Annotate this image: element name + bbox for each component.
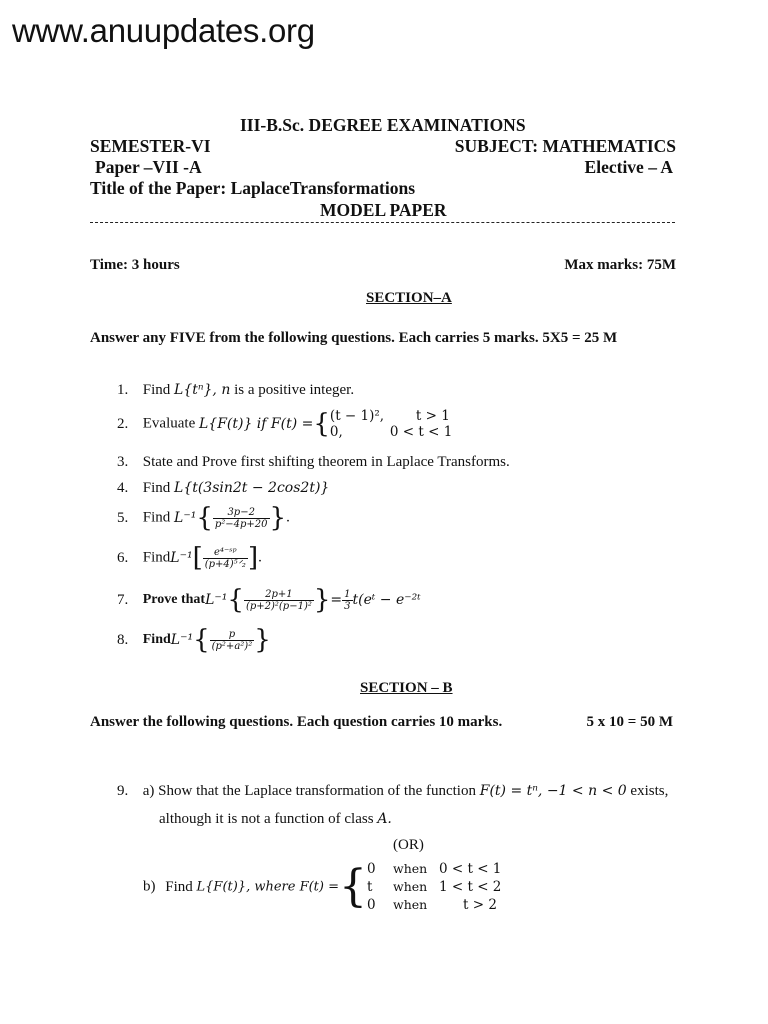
brace-symbol: { [227,585,244,615]
brace-symbol: { [193,625,210,655]
question-text: Evaluate [142,415,196,432]
question-number: 4. [117,480,129,496]
semester-label: SEMESTER-VI [90,136,211,156]
question-number: 8. [117,631,129,648]
piecewise-cases [367,860,501,914]
denominator: 3 [344,600,351,612]
case-value: t [367,879,373,895]
question-text-tail: exists, [626,783,669,799]
question-text: Find [142,549,171,566]
question-text: although it is not a function of class [159,811,374,827]
question-text: Find [165,878,193,895]
question-text: Find [142,382,171,398]
case-value: 0 [367,861,376,877]
question-9b [143,860,501,914]
fraction [210,629,255,652]
exam-title: III-B.Sc. DEGREE EXAMINATIONS [240,115,526,135]
paper-title: Title of the Paper: LaplaceTransformations [90,178,416,198]
question-math: F(t) = tⁿ, −1 < n < 0 [479,783,627,799]
rhs-fraction [342,589,352,612]
part-label: b) [143,878,156,895]
model-paper-label: MODEL PAPER [320,200,447,220]
question-6: 6. FindL⁻¹[ $\frac{\text{e⁴⁻ˢᵖ}}{\text{(p+4)⁵ᐟ₂}}$ ]. [117,543,262,573]
question-text: State and Prove first shifting theorem in Laplace Transforms. [142,454,510,470]
case-value: 0 [367,897,376,913]
question-1 [117,382,354,399]
brace-symbol: { [339,861,367,912]
section-b-marks: 5 x 10 = 50 M [586,714,673,730]
question-math: L⁻¹ [170,550,193,566]
question-3 [117,454,510,471]
question-2 [117,408,452,440]
case-when: when [393,861,428,876]
numerator: 1 [344,588,351,600]
dashed-divider [90,222,675,223]
question-math: L{F(t)} if F(t) = [198,416,314,432]
or-separator: (OR) [393,837,424,853]
question-number: 6. [117,549,129,566]
question-7: 7. Prove thatL⁻¹{ $\frac{2p+1}{\text{(p+2)²(p−1)²}}$ }= $\frac{1}{3}$ t(eᵗ − e⁻²ᵗ [117,585,421,615]
question-number: 9. [117,783,129,799]
brace-symbol: } [269,503,287,533]
bracket-symbol: ] [247,543,259,573]
denominator: (p²+a²)² [211,640,253,652]
case-condition: 1 < t < 2 [439,879,502,895]
question-text: Prove that [142,592,206,607]
website-watermark: www.anuupdates.org [12,12,315,49]
question-number: 5. [117,509,129,526]
elective-label: Elective – A [584,157,673,177]
denominator: (p+2)²(p−1)² [245,600,312,612]
question-math: L{t(3sin2t − 2cos2t)} [174,480,330,496]
question-number: 3. [117,454,129,470]
question-math: L{tⁿ}, n [174,382,231,398]
case-condition: t > 2 [463,897,497,913]
question-4 [117,480,329,497]
question-9a [117,783,668,800]
question-text: Find [142,632,171,647]
question-text: Show that the Laplace transformation of the function [158,783,476,799]
case-value: 0, [329,424,343,440]
question-math: L⁻¹ [170,632,194,648]
case-condition: 0 < t < 1 [389,424,453,440]
fraction [213,507,270,530]
question-math: L{F(t)}, where F(t) = [196,879,339,895]
brace-symbol: { [196,503,213,533]
numerator: 2p+1 [244,589,314,601]
question-text: Find [142,480,171,496]
question-8 [117,627,271,653]
question-text: Find [142,509,171,526]
denominator: (p+4)⁵ᐟ₂ [204,558,246,570]
denominator: p²−4p+20 [214,518,268,530]
section-a-heading: SECTION–A [366,290,452,306]
time-label: Time: 3 hours [90,257,180,273]
fraction [244,589,314,612]
section-b-instructions: Answer the following questions. Each question carries 10 marks. [90,714,503,730]
piecewise-cases [330,408,452,440]
paper-label: Paper –VII -A [95,157,202,177]
question-math: L⁻¹ [174,510,197,526]
section-b-heading: SECTION – B [360,680,453,696]
part-label: a) [142,783,155,799]
max-marks-label: Max marks: 75M [564,257,676,273]
case-value: (t − 1)², [329,408,385,424]
case-condition: 0 < t < 1 [439,861,502,877]
fraction [203,547,248,570]
case-when: when [393,897,428,912]
brace-symbol: } [313,585,331,615]
question-text-rest: is a positive integer. [230,382,355,398]
question-number: 2. [117,415,129,432]
brace-symbol: } [254,625,271,655]
question-number: 7. [117,591,129,608]
question-math: A. [377,811,392,827]
bracket-symbol: [ [192,543,203,573]
numerator: e⁴⁻ˢᵖ [203,547,248,559]
brace-symbol: { [313,409,330,439]
rhs-expression: t(eᵗ − e⁻²ᵗ [352,592,421,608]
numerator: p [210,629,255,641]
case-when: when [393,879,428,894]
question-number: 1. [117,382,129,398]
question-5: 5. Find L⁻¹{ $\frac{3p-2}{\text{p²−4p+20}}$ }. [117,503,290,533]
subject-label: SUBJECT: MATHEMATICS [454,136,676,156]
question-math: L⁻¹ [205,592,228,608]
case-condition: t > 1 [415,408,450,424]
section-a-instructions: Answer any FIVE from the following questions. Each carries 5 marks. 5X5 = 25 M [90,330,618,346]
question-9a-line2 [159,811,392,828]
numerator: 3p−2 [213,507,270,519]
